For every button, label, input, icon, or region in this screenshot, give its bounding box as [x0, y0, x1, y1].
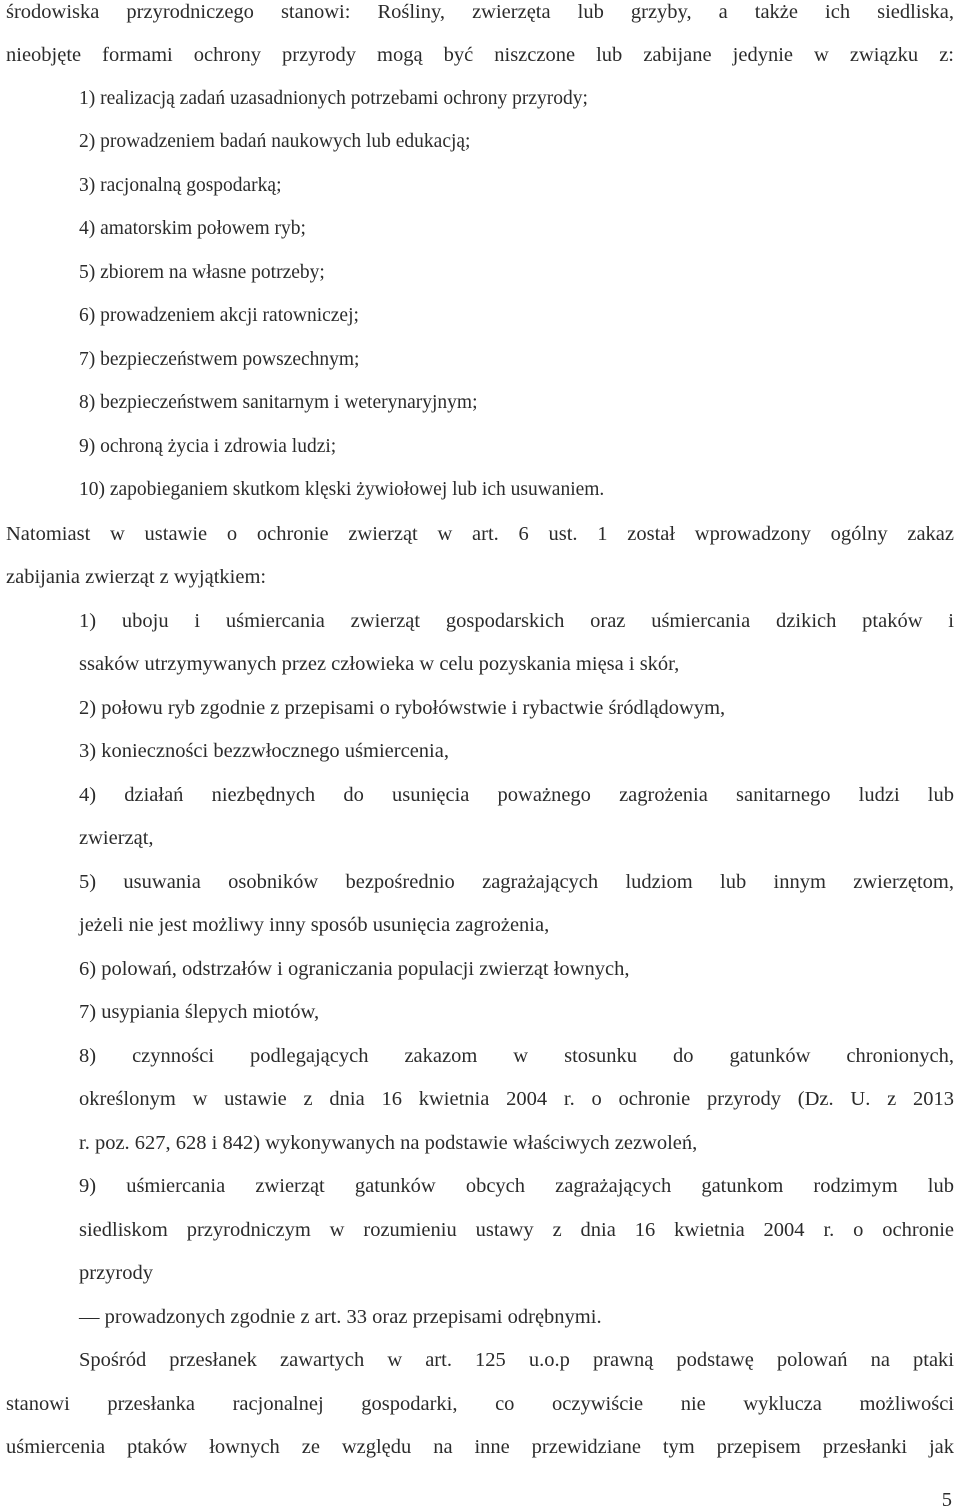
list-item: 5) zbiorem na własne potrzeby; — [79, 262, 325, 283]
list-item: 2) połowu ryb zgodnie z przepisami o rybołówstwie i rybactwie śródlądowym, — [79, 697, 726, 719]
list-item: 6) prowadzeniem akcji ratowniczej; — [79, 305, 359, 326]
list-item-continuation: siedliskom przyrodniczym w rozumieniu ustawy z dnia 16 kwietnia 2004 r. o ochronie — [79, 1219, 954, 1241]
list-item: 3) konieczności bezzwłocznego uśmiercenia, — [79, 740, 449, 762]
list-item: 4) działań niezbędnych do usunięcia poważnego zagrożenia sanitarnego ludzi lub — [79, 784, 954, 806]
text-line: uśmiercenia ptaków łownych ze względu na inne przewidziane tym przepisem przesłanki jak — [6, 1436, 954, 1458]
list-item-continuation: określonym w ustawie z dnia 16 kwietnia 2004 r. o ochronie przyrody (Dz. U. z 2013 — [79, 1088, 954, 1110]
list-item: 4) amatorskim połowem ryb; — [79, 218, 306, 239]
list-item-continuation: przyrody — [79, 1262, 154, 1284]
list-closing-line: — prowadzonych zgodnie z art. 33 oraz przepisami odrębnymi. — [79, 1306, 602, 1328]
list-item-continuation: ssaków utrzymywanych przez człowieka w celu pozyskania mięsa i skór, — [79, 653, 680, 675]
list-item: 6) polowań, odstrzałów i ograniczania populacji zwierząt łownych, — [79, 958, 630, 980]
list-item-continuation: jeżeli nie jest możliwy inny sposób usunięcia zagrożenia, — [79, 914, 550, 936]
list-item-continuation: r. poz. 627, 628 i 842) wykonywanych na podstawie właściwych zezwoleń, — [79, 1132, 698, 1154]
list-item: 8) bezpieczeństwem sanitarnym i weterynaryjnym; — [79, 392, 478, 413]
list-item: 5) usuwania osobników bezpośrednio zagrażających ludziom lub innym zwierzętom, — [79, 871, 954, 893]
text-line: zabijania zwierząt z wyjątkiem: — [6, 566, 267, 588]
text-line: Spośród przesłanek zawartych w art. 125 u.o.p prawną podstawę polowań na ptaki — [79, 1349, 954, 1371]
list-item: 7) bezpieczeństwem powszechnym; — [79, 349, 360, 370]
text-line: Natomiast w ustawie o ochronie zwierząt w art. 6 ust. 1 został wprowadzony ogólny zakaz — [6, 523, 954, 545]
list-item: 10) zapobieganiem skutkom klęski żywiołowej lub ich usuwaniem. — [79, 479, 605, 500]
list-item-continuation: zwierząt, — [79, 827, 154, 849]
page-number: 5 — [941, 1489, 952, 1511]
list-item: 2) prowadzeniem badań naukowych lub edukacją; — [79, 131, 471, 152]
list-item: 9) uśmiercania zwierząt gatunków obcych zagrażających gatunkom rodzimym lub — [79, 1175, 954, 1197]
list-item: 7) usypiania ślepych miotów, — [79, 1001, 320, 1023]
text-line: nieobjęte formami ochrony przyrody mogą być niszczone lub zabijane jedynie w związku z: — [6, 44, 954, 66]
list-item: 9) ochroną życia i zdrowia ludzi; — [79, 436, 337, 457]
text-line: stanowi przesłanka racjonalnej gospodarki, co oczywiście nie wyklucza możliwości — [6, 1393, 954, 1415]
list-item: 8) czynności podlegających zakazom w stosunku do gatunków chronionych, — [79, 1045, 954, 1067]
text-line: środowiska przyrodniczego stanowi: Rośliny, zwierzęta lub grzyby, a także ich siedliska, — [6, 1, 954, 23]
list-item: 3) racjonalną gospodarką; — [79, 175, 282, 196]
list-item: 1) realizacją zadań uzasadnionych potrzebami ochrony przyrody; — [79, 88, 588, 109]
list-item: 1) uboju i uśmiercania zwierząt gospodarskich oraz uśmiercania dzikich ptaków i — [79, 610, 954, 632]
